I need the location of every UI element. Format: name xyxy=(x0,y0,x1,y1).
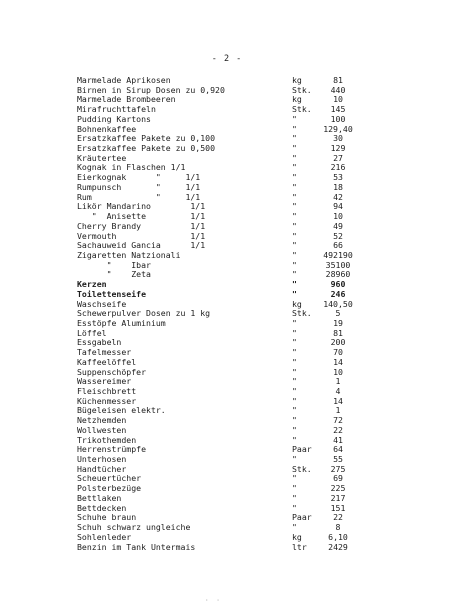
list-item xyxy=(0,358,454,368)
item-name: Ersatzkaffee Pakete zu 0,100 xyxy=(77,133,216,144)
list-item xyxy=(0,338,454,348)
item-name: Toilettenseife xyxy=(77,288,147,299)
list-item xyxy=(0,368,454,378)
item-unit: " xyxy=(292,366,297,377)
item-name: Esstöpfe Aluminium xyxy=(77,317,166,328)
item-quantity: 10 xyxy=(333,211,343,222)
item-unit: " xyxy=(292,415,297,426)
item-quantity: 275 xyxy=(330,463,346,474)
list-item xyxy=(0,533,454,543)
item-quantity: 492190 xyxy=(323,249,353,260)
list-item xyxy=(0,134,454,144)
item-name: Likör Mandarino 1/1 xyxy=(77,201,206,212)
item-quantity: 4 xyxy=(335,386,341,396)
item-quantity: 64 xyxy=(333,444,343,455)
item-unit: " xyxy=(292,249,297,260)
item-unit: Stk. xyxy=(292,308,312,319)
item-quantity: 70 xyxy=(333,347,343,358)
item-quantity: 27 xyxy=(333,152,343,163)
item-unit: " xyxy=(292,191,297,202)
item-unit: " xyxy=(292,473,297,484)
item-unit: " xyxy=(292,133,297,144)
item-name: Fleischbrett xyxy=(77,386,137,396)
item-unit: " xyxy=(292,405,297,416)
item-unit: kg xyxy=(292,94,302,105)
list-item xyxy=(0,455,454,465)
item-name: Netzhemden xyxy=(77,415,127,426)
inventory-list xyxy=(0,76,454,552)
item-unit: " xyxy=(292,424,297,435)
list-item xyxy=(0,426,454,436)
item-name: Bettlaken xyxy=(77,492,122,503)
item-name: Sachauweid Gancia 1/1 xyxy=(77,240,206,251)
list-item xyxy=(0,348,454,358)
item-unit: " xyxy=(292,211,297,222)
item-name: " Zeta xyxy=(77,269,151,280)
item-name: Rumpunsch " 1/1 xyxy=(77,181,201,192)
item-name: " Anisette 1/1 xyxy=(77,211,206,222)
item-quantity: 440 xyxy=(330,84,346,95)
item-quantity: 8 xyxy=(335,522,341,533)
item-unit: " xyxy=(292,356,297,367)
item-quantity: 140,50 xyxy=(323,298,353,309)
item-unit: " xyxy=(292,347,297,358)
list-item xyxy=(0,504,454,514)
list-item xyxy=(0,212,454,222)
item-unit: " xyxy=(292,152,297,163)
list-item xyxy=(0,241,454,251)
item-quantity: 217 xyxy=(330,492,346,503)
item-quantity: 10 xyxy=(333,94,343,105)
item-unit: ltr xyxy=(292,541,307,552)
item-quantity: 151 xyxy=(330,502,346,513)
list-item xyxy=(0,494,454,504)
item-quantity: 19 xyxy=(333,317,343,328)
item-unit: " xyxy=(292,337,297,348)
list-item xyxy=(0,300,454,310)
item-name: Kaffeelöffel xyxy=(77,356,137,367)
item-quantity: 960 xyxy=(330,279,346,290)
item-name: Polsterbezüge xyxy=(77,483,142,494)
list-item xyxy=(0,125,454,135)
list-item xyxy=(0,436,454,446)
item-name: Kerzen xyxy=(77,279,107,290)
list-item xyxy=(0,105,454,115)
item-name: Birnen in Sirup Dosen zu 0,920 xyxy=(77,84,225,95)
item-quantity: 49 xyxy=(333,220,343,231)
item-quantity: 18 xyxy=(333,181,343,192)
item-name: Marmelade Aprikosen xyxy=(77,75,171,85)
list-item xyxy=(0,95,454,105)
item-unit: " xyxy=(292,395,297,406)
item-unit: " xyxy=(292,172,297,183)
list-item xyxy=(0,474,454,484)
item-quantity: 200 xyxy=(330,337,346,348)
list-item xyxy=(0,280,454,290)
item-unit: " xyxy=(292,327,297,338)
item-unit: " xyxy=(292,230,297,241)
item-name: Tafelmesser xyxy=(77,347,132,358)
list-item xyxy=(0,251,454,261)
item-name: Pudding Kartons xyxy=(77,113,151,124)
item-unit: " xyxy=(292,143,297,154)
item-name: Marmelade Brombeeren xyxy=(77,94,176,105)
list-item xyxy=(0,397,454,407)
item-quantity: 6,10 xyxy=(328,531,348,542)
item-quantity: 28960 xyxy=(325,269,351,280)
list-item xyxy=(0,484,454,494)
item-unit: Paar xyxy=(292,512,312,523)
list-item xyxy=(0,523,454,533)
list-item xyxy=(0,309,454,319)
item-name: Sohlenleder xyxy=(77,531,132,542)
item-name: Ersatzkaffee Pakete zu 0,500 xyxy=(77,143,216,154)
item-quantity: 72 xyxy=(333,415,343,426)
item-unit: Stk. xyxy=(292,84,312,95)
item-quantity: 216 xyxy=(330,162,346,173)
item-quantity: 2429 xyxy=(328,541,348,552)
scan-mark: · · xyxy=(205,597,222,604)
list-item xyxy=(0,513,454,523)
item-name: Rum " 1/1 xyxy=(77,191,201,202)
item-name: Bügeleisen elektr. xyxy=(77,405,166,416)
item-unit: " xyxy=(292,240,297,251)
item-unit: " xyxy=(292,288,297,299)
item-quantity: 14 xyxy=(333,356,343,367)
item-name: Mirafruchttafeln xyxy=(77,104,156,115)
item-quantity: 52 xyxy=(333,230,343,241)
item-quantity: 1 xyxy=(335,376,341,387)
item-name: Handtücher xyxy=(77,463,127,474)
item-unit: " xyxy=(292,162,297,173)
item-name: Schuh schwarz ungleiche xyxy=(77,522,191,533)
item-name: Vermouth 1/1 xyxy=(77,230,206,241)
item-unit: Paar xyxy=(292,444,312,455)
item-name: Eierkognak " 1/1 xyxy=(77,172,201,183)
item-name: Suppenschöpfer xyxy=(77,366,147,377)
item-quantity: 35100 xyxy=(325,259,351,270)
item-name: " Ibar xyxy=(77,259,151,270)
list-item xyxy=(0,416,454,426)
item-unit: " xyxy=(292,181,297,192)
item-name: Benzin im Tank Untermais xyxy=(77,541,196,552)
item-unit: " xyxy=(292,522,297,533)
item-unit: " xyxy=(292,502,297,513)
item-unit: kg xyxy=(292,298,302,309)
list-item xyxy=(0,319,454,329)
item-quantity: 69 xyxy=(333,473,343,484)
list-item xyxy=(0,387,454,397)
list-item xyxy=(0,115,454,125)
list-item xyxy=(0,154,454,164)
item-name: Waschseife xyxy=(77,298,127,309)
item-quantity: 1 xyxy=(335,405,341,416)
item-name: Kräutertee xyxy=(77,152,127,163)
item-name: Cherry Brandy 1/1 xyxy=(77,220,206,231)
item-name: Wassereimer xyxy=(77,376,132,387)
item-unit: kg xyxy=(292,531,302,542)
list-item xyxy=(0,193,454,203)
item-quantity: 22 xyxy=(333,424,343,435)
list-item xyxy=(0,163,454,173)
item-name: Unterhosen xyxy=(77,454,127,465)
item-quantity: 145 xyxy=(330,104,346,115)
item-name: Küchenmesser xyxy=(77,395,137,406)
list-item xyxy=(0,183,454,193)
item-quantity: 246 xyxy=(330,288,346,299)
item-quantity: 100 xyxy=(330,113,346,124)
item-name: Löffel xyxy=(77,327,107,338)
item-unit: " xyxy=(292,376,297,387)
item-quantity: 66 xyxy=(333,240,343,251)
item-unit: " xyxy=(292,123,297,134)
list-item xyxy=(0,329,454,339)
item-quantity: 129,40 xyxy=(323,123,353,134)
page-number: - 2 - xyxy=(211,54,243,64)
item-unit: " xyxy=(292,279,297,290)
item-unit: " xyxy=(292,434,297,445)
item-name: Wollwesten xyxy=(77,424,127,435)
item-quantity: 10 xyxy=(333,366,343,377)
item-quantity: 14 xyxy=(333,395,343,406)
item-quantity: 225 xyxy=(330,483,346,494)
item-quantity: 42 xyxy=(333,191,343,202)
list-item xyxy=(0,76,454,86)
list-item xyxy=(0,270,454,280)
list-item xyxy=(0,406,454,416)
item-quantity: 81 xyxy=(333,327,343,338)
item-name: Bohnenkaffee xyxy=(77,123,137,134)
list-item xyxy=(0,377,454,387)
list-item xyxy=(0,202,454,212)
item-name: Scheuertücher xyxy=(77,473,142,484)
item-name: Schewerpulver Dosen zu 1 kg xyxy=(77,308,211,319)
item-unit: " xyxy=(292,317,297,328)
item-name: Herrenstrümpfe xyxy=(77,444,147,455)
item-name: Trikothemden xyxy=(77,434,137,445)
item-quantity: 22 xyxy=(333,512,343,523)
list-item xyxy=(0,445,454,455)
item-quantity: 94 xyxy=(333,201,343,212)
item-quantity: 129 xyxy=(330,143,346,154)
list-item xyxy=(0,290,454,300)
item-unit: " xyxy=(292,483,297,494)
item-unit: " xyxy=(292,201,297,212)
list-item xyxy=(0,173,454,183)
list-item xyxy=(0,86,454,96)
item-unit: " xyxy=(292,113,297,124)
item-quantity: 5 xyxy=(335,308,341,319)
item-name: Zigaretten Natzionali xyxy=(77,249,181,260)
item-unit: " xyxy=(292,454,297,465)
item-unit: " xyxy=(292,269,297,280)
item-unit: " xyxy=(292,492,297,503)
item-quantity: 30 xyxy=(333,133,343,144)
list-item xyxy=(0,144,454,154)
list-item xyxy=(0,261,454,271)
list-item xyxy=(0,543,454,553)
item-unit: kg xyxy=(292,75,302,85)
item-unit: Stk. xyxy=(292,463,312,474)
item-name: Essgabeln xyxy=(77,337,122,348)
item-name: Schuhe braun xyxy=(77,512,137,523)
item-unit: " xyxy=(292,386,297,396)
item-quantity: 53 xyxy=(333,172,343,183)
item-quantity: 81 xyxy=(333,75,343,85)
list-item xyxy=(0,465,454,475)
item-unit: Stk. xyxy=(292,104,312,115)
item-quantity: 41 xyxy=(333,434,343,445)
item-quantity: 55 xyxy=(333,454,343,465)
item-unit: " xyxy=(292,220,297,231)
item-unit: " xyxy=(292,259,297,270)
list-item xyxy=(0,222,454,232)
item-name: Kognak in Flaschen 1/1 xyxy=(77,162,186,173)
item-name: Bettdecken xyxy=(77,502,127,513)
list-item xyxy=(0,232,454,242)
